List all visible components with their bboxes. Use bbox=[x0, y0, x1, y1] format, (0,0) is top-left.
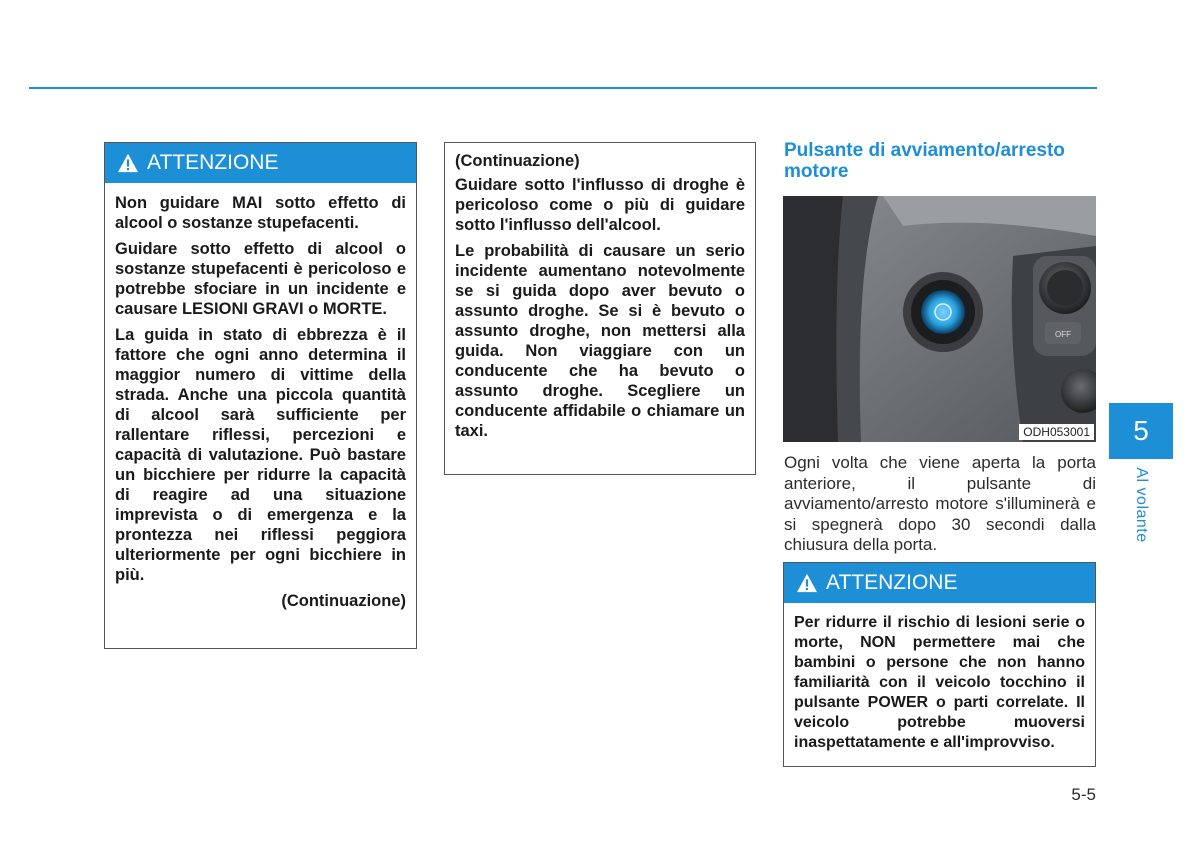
engine-start-button-photo bbox=[783, 196, 1096, 442]
warning-triangle-icon bbox=[117, 153, 139, 173]
warning-paragraph: Le probabilità di causare un serio incidente aumentano notevolmente se si guida dopo aver bevuto o assunto droghe. Se si è bevuto o assunto droghe, non mettersi alla guida. Non viaggiare con un conducente che ha bevuto o assunto droghe. Scegliere un conducente affidabile o chiamare un taxi. bbox=[455, 242, 745, 440]
warning-paragraph: La guida in stato di ebbrezza è il fattore che ogni anno determina il maggior numero di vittime della strada. Anche una piccola quantità di alcool sarà sufficiente per rallentare riflessi, percezioni e capacità di valutazione. Può bastare un bicchiere per ridurre la capacità di reagire ad una situazione imprevista o di emergenza e la prontezza nei riflessi peggiora ulteriormente per ogni bicchiere in più. bbox=[115, 326, 406, 584]
chapter-label: Al volante bbox=[1133, 467, 1150, 543]
warning-body bbox=[784, 603, 1095, 765]
photo-off-label: OFF bbox=[1055, 330, 1071, 339]
warning-paragraph: Guidare sotto effetto di alcool o sostanze stupefacenti è pericoloso e potrebbe sfociare in un incidente e causare LESIONI GRAVI o MORTE. bbox=[115, 240, 406, 318]
warning-header bbox=[105, 143, 416, 183]
warning-header bbox=[784, 563, 1095, 603]
warning-box-drugs bbox=[444, 142, 756, 475]
warning-paragraph: Per ridurre il rischio di lesioni serie o morte, NON permettere mai che bambini o persone che non hanno familiarità con il veicolo tocchino il pulsante POWER o parti correlate. Il veicolo potrebbe muoversi inaspettatamente e all'improvviso. bbox=[794, 614, 1085, 751]
section-body-text: Ogni volta che viene aperta la porta anteriore, il pulsante di avviamento/arresto motore s'illuminerà e si spegnerà dopo 30 secondi dalla chiusura della porta. bbox=[784, 453, 1096, 554]
warning-triangle-icon bbox=[796, 573, 818, 593]
continuation-label: (Continuazione) bbox=[455, 152, 580, 170]
chapter-tab bbox=[1109, 403, 1173, 459]
warning-title: ATTENZIONE bbox=[826, 571, 958, 594]
warning-paragraph: Guidare sotto l'influsso di droghe è pericoloso come o più di guidare sotto l'influsso dell'alcool. bbox=[455, 176, 745, 234]
dashboard-illustration bbox=[783, 196, 1096, 442]
continuation-label: (Continuazione) bbox=[281, 592, 406, 610]
image-code: ODH053001 bbox=[1019, 424, 1094, 440]
warning-body bbox=[105, 183, 416, 617]
chapter-number: 5 bbox=[1133, 415, 1149, 446]
warning-paragraph: Non guidare MAI sotto effetto di alcool o sostanze stupefacenti. bbox=[115, 194, 406, 232]
warning-title: ATTENZIONE bbox=[147, 151, 279, 174]
page-number: 5-5 bbox=[1071, 785, 1096, 804]
top-rule bbox=[29, 87, 1097, 89]
warning-box-alcohol bbox=[104, 142, 417, 649]
section-heading: Pulsante di avviamento/arresto motore bbox=[784, 140, 1065, 182]
warning-body bbox=[445, 143, 755, 453]
warning-box-power-button bbox=[783, 562, 1096, 767]
